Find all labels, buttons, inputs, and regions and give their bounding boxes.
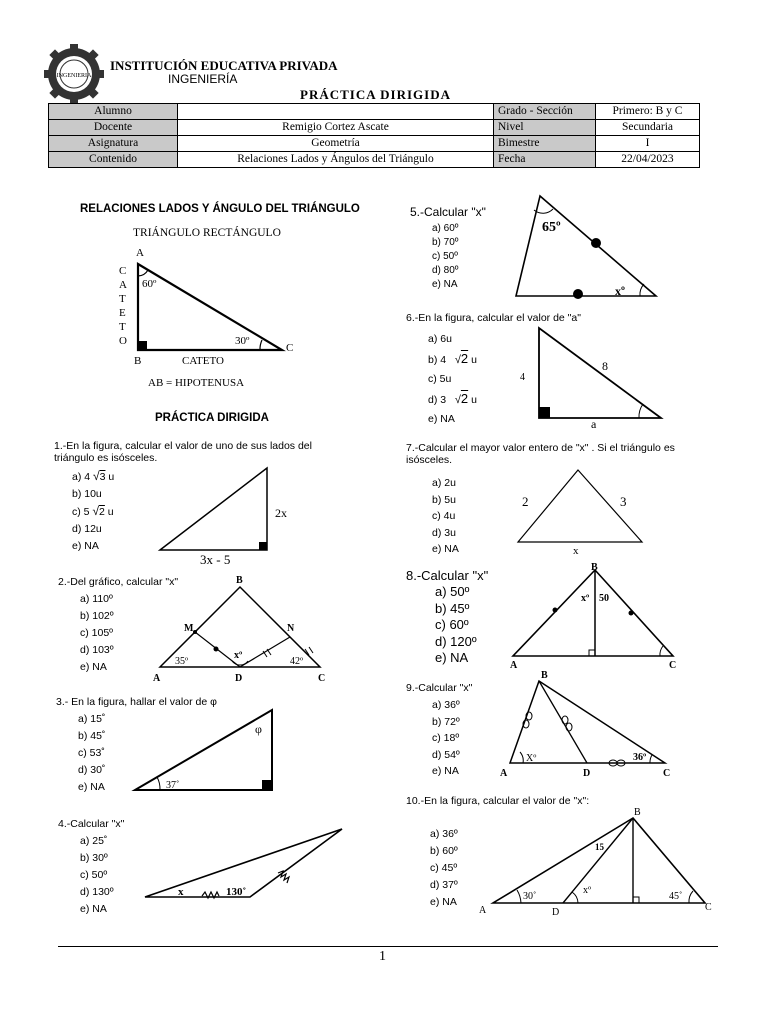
question-3: 3.- En la figura, hallar el valor de φ: [56, 696, 217, 708]
q7-right: 3: [620, 494, 627, 509]
footer-divider: [58, 946, 718, 947]
option[interactable]: d) 12u: [72, 523, 102, 535]
question-5: 5.-Calcular "x": [410, 205, 486, 219]
q9-angle: 36º: [633, 752, 647, 763]
option[interactable]: b) 45º: [435, 600, 470, 616]
option[interactable]: b) 72º: [432, 715, 460, 728]
angle-a: 60º: [142, 278, 157, 290]
q9-vertex-a: A: [500, 768, 508, 779]
q10-options: [430, 826, 458, 911]
question-text: isósceles.: [406, 454, 453, 466]
q9-vertex-c: C: [663, 768, 671, 779]
vertex-a: A: [136, 247, 144, 259]
option[interactable]: e) NA: [432, 543, 459, 555]
school-logo: [44, 44, 104, 104]
table-row: [49, 152, 700, 168]
q9-options: [432, 697, 460, 780]
q2-vertex-m: M: [184, 623, 194, 634]
q3-figure: [130, 706, 280, 796]
q4-options: [80, 833, 114, 918]
option[interactable]: e) NA: [80, 661, 107, 673]
page-number: 1: [379, 949, 386, 964]
q5-options: [432, 222, 458, 292]
option[interactable]: d) 120º: [435, 633, 477, 649]
option[interactable]: d) 130º: [80, 886, 114, 898]
option[interactable]: c) 50º: [80, 869, 108, 881]
option[interactable]: e) NA: [432, 765, 459, 777]
q8-x: xº: [581, 593, 590, 604]
q2-vertex-b: B: [236, 575, 243, 586]
option[interactable]: a) 36º: [432, 699, 460, 711]
q6-left: 4: [520, 372, 525, 383]
question-9: 9.-Calcular "x": [406, 682, 473, 694]
info-table: [48, 103, 700, 168]
q10-x: xº: [583, 885, 592, 896]
option[interactable]: b) 4 √2 u: [428, 351, 477, 366]
q9-figure: [495, 668, 675, 783]
cateto-letter: C: [119, 265, 127, 277]
option[interactable]: c) 53˚: [78, 747, 105, 759]
option[interactable]: a) 60º: [432, 223, 459, 234]
q7-options: [432, 475, 459, 558]
cateto-letter: E: [119, 307, 126, 319]
question-6: 6.-En la figura, calcular el valor de "a": [406, 312, 581, 324]
table-value: 22/04/2023: [596, 152, 700, 168]
q9-vertex-d: D: [583, 768, 591, 779]
cateto-horizontal: CATETO: [182, 355, 224, 367]
option[interactable]: b) 102º: [80, 610, 114, 622]
q2-vertex-c: C: [318, 673, 326, 684]
cateto-letter: O: [119, 335, 127, 347]
cateto-letter: T: [119, 293, 126, 305]
option[interactable]: a) 25˚: [80, 835, 108, 847]
vertex-b: B: [134, 355, 142, 367]
q3-angle: 37˚: [166, 780, 180, 791]
q6-hyp: 8: [602, 359, 608, 373]
q10-vertex-d: D: [552, 907, 560, 918]
option[interactable]: c) 45º: [430, 862, 458, 874]
option[interactable]: d) 54º: [432, 748, 460, 761]
q1-figure: [155, 462, 305, 572]
question-10: 10.-En la figura, calcular el valor de "x":: [406, 795, 590, 807]
q4-angle: 130˚: [226, 886, 247, 898]
option[interactable]: a) 2u: [432, 477, 456, 489]
option[interactable]: e) NA: [78, 781, 105, 793]
question-text: 1.-En la figura, calcular el valor de uno de sus lados del: [54, 440, 312, 452]
option[interactable]: e) NA: [430, 896, 457, 908]
logo-text: INGENIERIA: [56, 73, 92, 79]
option[interactable]: b) 60º: [430, 845, 458, 857]
option[interactable]: c) 5u: [428, 373, 452, 385]
q8-angle: 50: [599, 593, 609, 604]
option[interactable]: c) 105º: [80, 627, 114, 639]
table-value: Primero: B y C: [596, 104, 700, 120]
q2-angle-a: 35º: [175, 656, 189, 667]
option[interactable]: d) 30˚: [78, 764, 106, 776]
student-name-field[interactable]: [178, 104, 494, 120]
table-value: Geometría: [178, 136, 494, 152]
q6-base: a: [591, 417, 597, 430]
table-label: Nivel: [494, 120, 596, 136]
option[interactable]: e) NA: [80, 903, 107, 915]
q8-figure: [505, 558, 685, 670]
question-1: [54, 440, 360, 464]
practice-title: PRÁCTICA DIRIGIDA: [300, 87, 451, 100]
q10-vertex-c: C: [705, 902, 712, 913]
option[interactable]: b) 5u: [432, 493, 456, 506]
q1-side: 2x: [275, 506, 287, 520]
q4-figure: [140, 825, 350, 905]
table-value: Remigio Cortez Ascate: [178, 120, 494, 136]
option[interactable]: a) 36º: [430, 828, 458, 840]
q2-options: [80, 591, 114, 676]
q4-x: x: [178, 886, 184, 898]
option[interactable]: d) 80º: [432, 265, 459, 276]
table-row: [49, 120, 700, 136]
q3-phi: φ: [255, 722, 262, 736]
vertex-c: C: [286, 342, 294, 354]
table-label: Grado - Sección: [494, 104, 596, 120]
q10-vertex-b: B: [634, 807, 641, 818]
table-value: I: [596, 136, 700, 152]
q8-vertex-b: B: [591, 562, 598, 573]
option[interactable]: d) 37º: [430, 879, 458, 891]
q10-vertex-a: A: [479, 905, 487, 916]
question-text: triángulo es isósceles.: [54, 452, 158, 464]
table-value: Relaciones Lados y Ángulos del Triángulo: [178, 152, 494, 168]
q1-base: 3x - 5: [200, 552, 231, 567]
option[interactable]: a) 15˚: [78, 713, 106, 725]
table-label: Docente: [49, 120, 178, 136]
option[interactable]: d) 103º: [80, 644, 114, 656]
question-text: 7.-Calcular el mayor valor entero de "x" . Si el triángulo es: [406, 442, 675, 454]
option[interactable]: e) NA: [72, 540, 99, 552]
option[interactable]: c) 50º: [432, 251, 458, 262]
practice-heading: PRÁCTICA DIRIGIDA: [155, 412, 269, 424]
table-row: [49, 136, 700, 152]
q8-vertex-a: A: [510, 660, 518, 670]
q7-left: 2: [522, 494, 529, 509]
option[interactable]: c) 4u: [432, 510, 456, 522]
option[interactable]: a) 4 √3 u: [72, 469, 115, 483]
table-label: Contenido: [49, 152, 178, 168]
q1-options: [72, 468, 114, 555]
option[interactable]: b) 70º: [432, 237, 459, 248]
q5-angle: 65º: [542, 220, 561, 235]
q6-figure: [515, 324, 665, 430]
option[interactable]: e) NA: [432, 279, 458, 290]
option[interactable]: b) 10u: [72, 488, 102, 500]
table-label: Bimestre: [494, 136, 596, 152]
q10-figure: [475, 803, 715, 918]
table-label: Fecha: [494, 152, 596, 168]
q6-options: [428, 330, 477, 429]
q8-vertex-c: C: [669, 660, 677, 670]
q2-figure: [150, 567, 340, 692]
table-label: Asignatura: [49, 136, 178, 152]
q9-vertex-b: B: [541, 670, 548, 681]
q2-vertex-n: N: [287, 623, 295, 634]
question-7: [406, 442, 712, 466]
table-label: Alumno: [49, 104, 178, 120]
theory-subtitle: TRIÁNGULO RECTÁNGULO: [133, 227, 281, 239]
theory-right-triangle: [110, 244, 310, 392]
option[interactable]: c) 18º: [432, 732, 460, 744]
option[interactable]: d) 3u: [432, 526, 456, 539]
question-8: 8.-Calcular "x": [406, 568, 489, 583]
q5-figure: [510, 192, 665, 304]
q10-segment: 15: [595, 842, 604, 852]
option[interactable]: c) 5 √2 u: [72, 504, 114, 518]
option[interactable]: b) 30º: [80, 852, 108, 864]
institution-subname: INGENIERÍA: [168, 72, 238, 86]
q7-figure: [510, 466, 660, 558]
q10-angle-a: 30˚: [523, 891, 537, 902]
q7-base: x: [573, 545, 579, 557]
theory-title: RELACIONES LADOS Y ÁNGULO DEL TRIÁNGULO: [80, 203, 360, 215]
table-row: [49, 104, 700, 120]
option[interactable]: c) 60º: [435, 617, 469, 632]
q2-vertex-a: A: [153, 673, 161, 684]
hypotenuse-note: AB = HIPOTENUSA: [148, 377, 245, 389]
table-value: Secundaria: [596, 120, 700, 136]
option[interactable]: e) NA: [435, 650, 469, 665]
cateto-letter: T: [119, 321, 126, 333]
q8-options: [435, 584, 477, 667]
q2-angle-x: xº: [234, 650, 243, 661]
question-2: 2.-Del gráfico, calcular "x": [58, 576, 179, 588]
cateto-letter: A: [119, 279, 127, 291]
option[interactable]: e) NA: [428, 413, 455, 425]
q9-x: Xº: [526, 753, 537, 764]
q3-options: [78, 711, 105, 796]
q10-angle-c: 45˚: [669, 891, 683, 902]
institution-name: INSTITUCIÓN EDUCATIVA PRIVADA: [110, 58, 338, 73]
angle-c: 30º: [235, 335, 250, 347]
option[interactable]: a) 110º: [80, 593, 113, 605]
option[interactable]: a) 6u: [428, 333, 452, 345]
question-4: 4.-Calcular "x": [58, 818, 125, 830]
q5-x: xº: [615, 284, 625, 298]
option[interactable]: d) 3 √2 u: [428, 391, 477, 406]
q2-angle-c: 42º: [290, 656, 304, 667]
q2-vertex-d: D: [235, 673, 243, 684]
option[interactable]: b) 45˚: [78, 730, 106, 742]
option[interactable]: a) 50º: [435, 584, 470, 599]
